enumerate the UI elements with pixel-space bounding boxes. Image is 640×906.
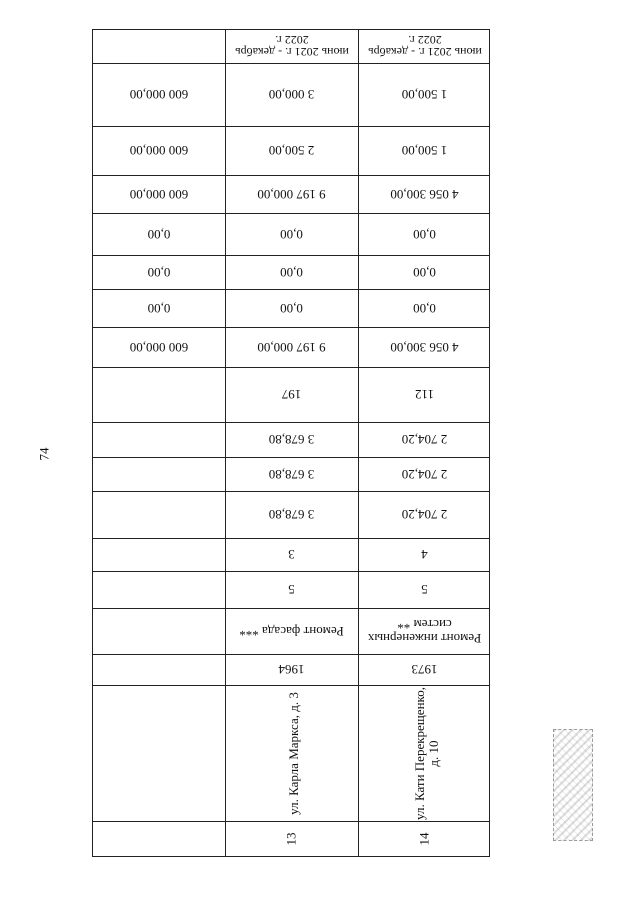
value-14-c13: 1 500,00 — [401, 87, 448, 103]
value-14-c8: 0,00 — [413, 301, 436, 316]
total-c11: 600 000,00 — [129, 187, 189, 202]
total-c7: 600 000,00 — [129, 340, 189, 355]
work-type-13: Ремонт фасада *** — [239, 624, 344, 639]
total-c12: 600 000,00 — [129, 143, 189, 159]
total-c8: 0,00 — [147, 301, 171, 316]
value-14-c6: 112 — [414, 387, 435, 403]
value-13-c10: 0,00 — [280, 227, 303, 242]
year-13: 1964 — [278, 662, 305, 678]
value-14-c1: 5 — [421, 582, 428, 598]
total-c10: 0,00 — [147, 227, 171, 242]
value-13-c9: 0,00 — [280, 265, 303, 280]
address-13: ул. Карла Маркса, д. 3 — [285, 692, 301, 815]
repair-program-table — [92, 29, 490, 857]
address-14: ул. Кати Перекрещенко, д. 10 — [411, 687, 441, 820]
value-14-c7: 4 056 300,00 — [390, 340, 459, 355]
value-13-c11: 9 197 000,00 — [257, 187, 326, 202]
value-14-c10: 0,00 — [413, 227, 436, 242]
value-14-c9: 0,00 — [413, 265, 436, 280]
value-13-c4: 3 678,80 — [268, 467, 315, 482]
work-type-14: Ремонт инженерных систем ** — [367, 617, 482, 646]
value-13-c2: 3 — [288, 547, 295, 563]
row-divider — [93, 685, 489, 686]
value-13-c13: 3 000,00 — [268, 87, 315, 103]
total-c9: 0,00 — [147, 265, 171, 280]
value-14-c4: 2 704,20 — [401, 467, 448, 482]
page-number: 74 — [36, 447, 52, 461]
value-14-c2: 4 — [421, 547, 428, 563]
row-number-14: 14 — [416, 832, 432, 846]
value-13-c1: 5 — [288, 582, 295, 598]
period-13: июнь 2021 г. - декабрь 2022 г. — [235, 33, 349, 60]
value-13-c8: 0,00 — [280, 301, 303, 316]
year-14: 1973 — [411, 662, 438, 678]
row-number-13: 13 — [283, 832, 299, 846]
value-14-c3: 2 704,20 — [401, 507, 448, 523]
total-c13: 600 000,00 — [129, 87, 189, 103]
value-13-c7: 9 197 000,00 — [257, 340, 326, 355]
value-13-c5: 3 678,80 — [268, 432, 315, 448]
value-14-c11: 4 056 300,00 — [390, 187, 459, 202]
value-14-c12: 1 500,00 — [401, 143, 448, 159]
value-14-c5: 2 704,20 — [401, 432, 448, 448]
value-13-c12: 2 500,00 — [268, 143, 315, 159]
period-14: июнь 2021 г. - декабрь 2022 г. — [368, 33, 482, 60]
stamp-mark — [553, 729, 593, 841]
value-13-c3: 3 678,80 — [268, 507, 315, 523]
value-13-c6: 197 — [281, 387, 302, 403]
